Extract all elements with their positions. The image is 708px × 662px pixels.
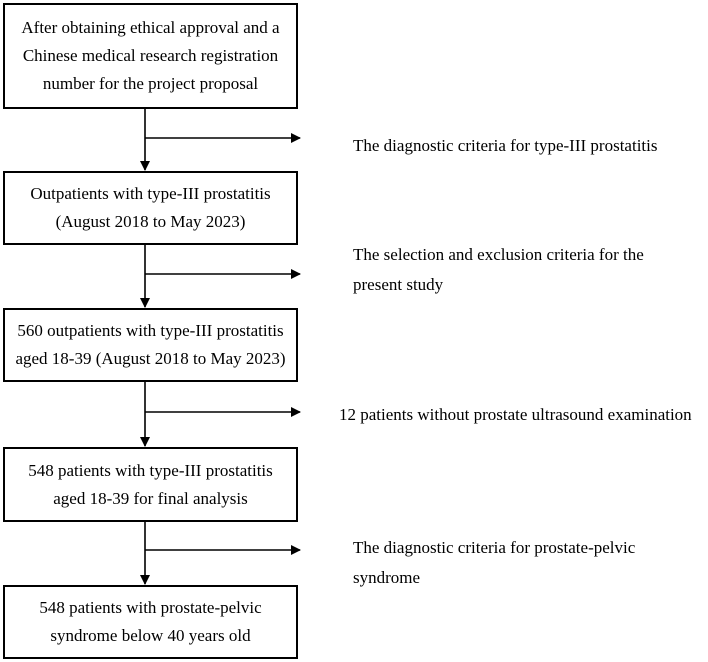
box-3-line-2: aged 18-39 (August 2018 to May 2023) — [15, 349, 286, 368]
box-5-line-1: 548 patients with prostate-pelvic — [39, 598, 262, 617]
side-note-4-line-2: syndrome — [353, 568, 421, 587]
side-note-3-line-1: 12 patients without prostate ultrasound examination — [339, 405, 692, 424]
flow-box-outpatients — [3, 171, 298, 245]
side-note-4-line-1: The diagnostic criteria for prostate-pelvic — [353, 538, 636, 557]
box-2-line-2: (August 2018 to May 2023) — [55, 212, 246, 231]
box-1-line-3: number for the project proposal — [42, 74, 259, 93]
box-2-line-1: Outpatients with type-III prostatitis — [30, 184, 271, 203]
box-3-line-1: 560 outpatients with type-III prostatitis — [17, 321, 284, 340]
side-note-excluded-no-ultrasound — [339, 400, 692, 430]
side-note-2-line-1: The selection and exclusion criteria for the — [353, 245, 644, 264]
box-5-line-2: syndrome below 40 years old — [50, 626, 251, 645]
side-note-2-line-2: present study — [353, 275, 444, 294]
flow-box-560-outpatients — [3, 308, 298, 382]
side-note-diagnostic-criteria-pelvic — [353, 533, 635, 593]
side-note-selection-exclusion-criteria — [353, 240, 644, 300]
flow-box-548-final-analysis — [3, 447, 298, 522]
side-note-1-line-1: The diagnostic criteria for type-III prostatitis — [353, 136, 658, 155]
flow-box-ethical-approval — [3, 3, 298, 109]
box-4-line-1: 548 patients with type-III prostatitis — [28, 460, 273, 480]
box-1-line-2: Chinese medical research registration — [22, 46, 279, 65]
box-4-line-2: aged 18-39 for final analysis — [53, 488, 248, 508]
side-note-diagnostic-criteria-type-iii — [353, 131, 657, 161]
flow-box-548-pelvic-syndrome — [3, 585, 298, 659]
box-1-line-1: After obtaining ethical approval and a — [21, 18, 280, 37]
